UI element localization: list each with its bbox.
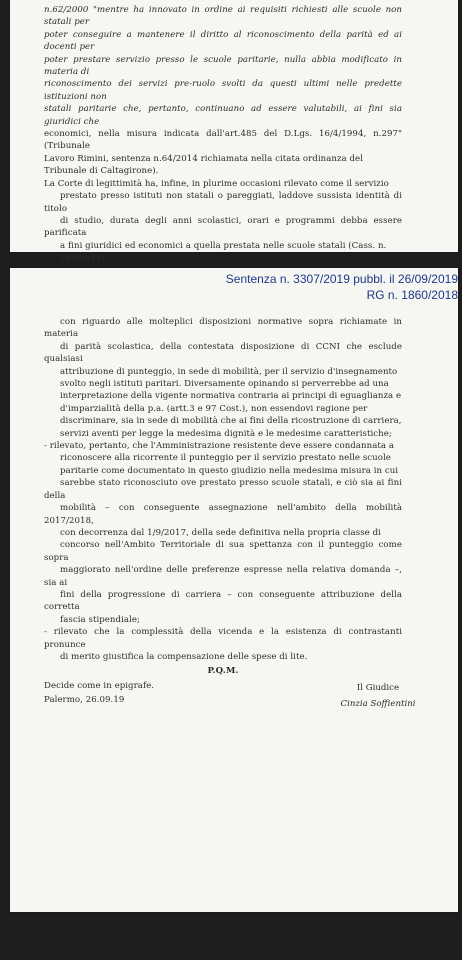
sentence-stamp-number: Sentenza n. 3307/2019 pubbl. il 26/09/2019 xyxy=(225,272,458,286)
text-line: Lavoro Rimini, sentenza n.64/2014 richiamata nella citata ordinanza del xyxy=(44,153,363,164)
text-line: fascia stipendiale; xyxy=(60,614,140,625)
text-line: concorso nell'Ambito Territoriale di sua spettanza con il punteggio come sopra xyxy=(44,540,402,563)
text-line: paritarie come documentato in questo giudizio nella medesima misura in cui xyxy=(60,465,399,476)
text-line: statali paritarie che, pertanto, continuano ad essere valutabili, ai fini sia giuridici che xyxy=(44,104,402,127)
page-bottom-text xyxy=(44,316,402,707)
text-line: discriminare, sia in sede di mobilità che ai fini della ricostruzione di carriera, xyxy=(60,416,402,427)
judge-name: Cinzia Soffientini xyxy=(340,699,416,709)
text-line: con riguardo alle molteplici disposizioni normative sopra richiamate in materia xyxy=(44,317,402,340)
document-page-top xyxy=(10,0,458,264)
text-line: di merito giustifica la compensazione delle spese di lite. xyxy=(60,651,308,662)
text-line: servizi aventi per legge la medesima dignità e le medesime caratteristiche; xyxy=(60,428,392,439)
text-line: di studio, durata degli anni scolastici, orari e programmi debba essere parificata xyxy=(44,215,402,239)
signature-block xyxy=(338,680,418,712)
text-line: d'imparzialità della p.a. (artt.3 e 97 Cost.), non essendovi ragione per xyxy=(60,403,368,414)
text-line: a fini giuridici ed economici a quella prestata nelle scuole statali (Cass. n. xyxy=(60,240,387,251)
text-line: La Corte di legittimità ha, infine, in plurime occasioni rilevato come il servizio xyxy=(44,178,389,189)
text-line: fini della progressione di carriera – con conseguente attribuzione della corretta xyxy=(44,589,402,613)
text-line: riconoscere alla ricorrente il punteggio per il servizio prestato nelle scuole xyxy=(60,453,391,464)
place-date: Palermo, 26.09.19 xyxy=(44,695,125,706)
text-line: Tribunale di Caltagirone). xyxy=(44,166,159,177)
text-line: sarebbe stato riconosciuto ove prestato presso scuole statali, e ciò sia ai fini della xyxy=(44,478,402,501)
document-page-bottom xyxy=(10,268,458,912)
text-line: mobilità – con conseguente assegnazione nell'ambito della mobilità 2017/2018, xyxy=(44,503,402,526)
text-line: interpretazione della vigente normativa contraria ai principi di eguaglianza e xyxy=(60,391,402,402)
text-line: - rilevato, pertanto, che l'Amministrazione resistente deve essere condannata a xyxy=(44,441,395,452)
text-line: n.62/2000 "mentre ha innovato in ordine ai requisiti richiesti alle scuole non statali per xyxy=(44,5,402,28)
text-line: - rilevato che la complessità della vicenda e la esistenza di contrastanti pronunce xyxy=(44,627,402,650)
text-line: economici, nella misura indicata dall'art.485 del D.Lgs. 16/4/1994, n.297" (Tribunale xyxy=(44,129,402,152)
text-line: di parità scolastica, della contestata disposizione di CCNI che esclude qualsiasi xyxy=(44,341,402,365)
pqm-heading: P.Q.M. xyxy=(207,666,239,677)
text-line: poter prestare servizio presso le scuole paritarie, nulla abbia modificato in materia di xyxy=(44,54,402,78)
text-line: riconoscimento dei servizi pre-ruolo svolti da questi ultimi nelle predette istituzioni non xyxy=(44,79,402,102)
sentence-stamp-rg: RG n. 1860/2018 xyxy=(366,288,458,302)
judge-title: Il Giudice xyxy=(356,683,400,693)
text-line: maggiorato nell'ordine delle preferenze espresse nella relativa domanda –, sia ai xyxy=(44,565,402,588)
text-line: attribuzione di punteggio, in sede di mobilità, per il servizio d'insegnamento xyxy=(60,366,398,377)
decision-line: Decide come in epigrafe. xyxy=(44,680,155,691)
text-line: con decorrenza dal 1/9/2017, della sede definitiva nella propria classe di xyxy=(60,527,381,538)
text-line: prestato presso istituti non statali o pareggiati, laddove sussista identità di titolo xyxy=(44,191,402,214)
text-line: poter conseguire a mantenere il diritto al riconoscimento della parità ed ai docenti per xyxy=(44,29,402,53)
text-line: svolto negli istituti paritari. Diversamente opinando si perverrebbe ad una xyxy=(60,379,389,390)
page-top-text xyxy=(44,4,402,277)
text-line: 16623/12); xyxy=(60,253,108,264)
